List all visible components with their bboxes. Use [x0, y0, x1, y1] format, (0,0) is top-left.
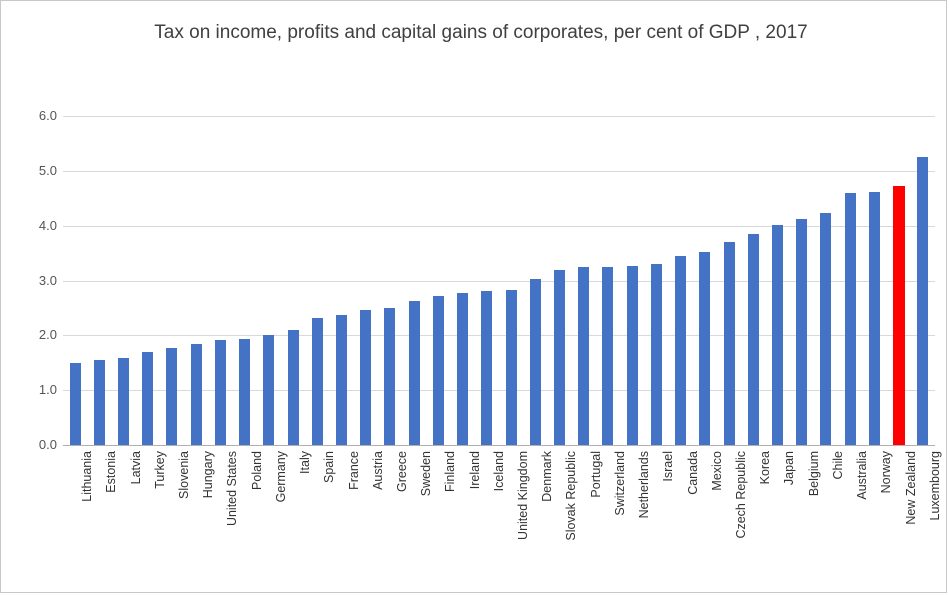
x-tick-label: Belgium: [806, 451, 821, 497]
x-tick-label: Italy: [298, 451, 313, 474]
bar-slot: [233, 116, 257, 445]
bar-slot: [87, 116, 111, 445]
x-label-slot: [451, 451, 482, 586]
bar: [312, 318, 323, 445]
bar-slot: [814, 116, 838, 445]
x-label-slot: [741, 451, 773, 586]
bar-slot: [63, 116, 87, 445]
x-label-slot: [523, 451, 555, 586]
x-tick-label: Denmark: [540, 451, 555, 502]
bar: [263, 335, 274, 445]
x-tick-label: Canada: [685, 451, 700, 495]
bar-slot: [644, 116, 668, 445]
x-tick-label: Iceland: [491, 451, 506, 492]
bar: [457, 293, 468, 445]
bar-slot: [523, 116, 547, 445]
bar: [724, 242, 735, 445]
x-label-slot: [911, 451, 942, 586]
x-label-slot: [765, 451, 797, 586]
bar-slot: [911, 116, 935, 445]
bar-slot: [572, 116, 596, 445]
x-tick-label: Chile: [830, 451, 845, 480]
bar-slot: [547, 116, 571, 445]
x-tick-label: Austria: [370, 451, 385, 490]
x-label-slot: [87, 451, 119, 586]
bar: [94, 360, 105, 445]
x-tick-label: Estonia: [104, 451, 119, 493]
bar-slot: [499, 116, 523, 445]
bar-slot: [741, 116, 765, 445]
bar-slot: [136, 116, 160, 445]
bar: [772, 225, 783, 445]
chart-title: Tax on income, profits and capital gains of corporates, per cent of GDP , 2017: [154, 22, 808, 43]
x-tick-label: Czech Republic: [734, 451, 749, 539]
x-tick-label: Greece: [394, 451, 409, 492]
bar-slot: [475, 116, 499, 445]
x-tick-label: United Kingdom: [516, 451, 531, 540]
x-label-slot: [329, 451, 361, 586]
x-label-slot: [305, 451, 337, 586]
x-label-slot: [572, 451, 603, 586]
bar: [917, 157, 928, 445]
x-label-slot: [668, 451, 700, 586]
x-label-slot: [426, 451, 458, 586]
bar: [748, 234, 759, 445]
x-tick-label: Korea: [758, 451, 773, 485]
x-tick-label: Finland: [443, 451, 458, 492]
x-tick-label: United States: [225, 451, 240, 527]
bar: [433, 296, 444, 445]
bar-slot: [160, 116, 184, 445]
x-label-slot: [693, 451, 724, 586]
bar-slot: [426, 116, 450, 445]
x-tick-label: France: [346, 451, 361, 490]
bar-slot: [668, 116, 692, 445]
x-tick-label: Japan: [782, 451, 797, 486]
x-tick-label: Australia: [855, 451, 870, 500]
bar-slot: [886, 116, 910, 445]
bar-slot: [765, 116, 789, 445]
x-axis-labels: [63, 451, 942, 586]
bar: [554, 270, 565, 445]
x-label-slot: [644, 451, 676, 586]
bar: [481, 291, 492, 445]
bar-slot: [257, 116, 281, 445]
x-tick-label: Mexico: [709, 451, 724, 491]
x-tick-label: New Zealand: [903, 451, 918, 525]
x-tick-label: Sweden: [419, 451, 434, 497]
x-label-slot: [620, 451, 652, 586]
x-tick-label: Latvia: [128, 451, 143, 485]
bar-slot: [620, 116, 644, 445]
bar-slot: [184, 116, 208, 445]
bar-slot: [329, 116, 353, 445]
x-label-slot: [111, 451, 143, 586]
bar: [893, 186, 905, 445]
x-tick-label: Ireland: [467, 451, 482, 490]
bar: [796, 219, 807, 445]
x-label-slot: [233, 451, 264, 586]
x-label-slot: [63, 451, 95, 586]
bar-slot: [717, 116, 741, 445]
x-tick-label: Turkey: [152, 451, 167, 489]
bar: [360, 310, 371, 445]
bar: [384, 308, 395, 445]
bar: [288, 330, 299, 445]
y-tick-label: 4.0: [38, 217, 57, 233]
bar: [602, 267, 613, 445]
x-tick-label: Switzerland: [612, 451, 627, 516]
bar: [820, 213, 831, 445]
x-tick-label: Luxembourg: [927, 451, 942, 521]
bar-slot: [838, 116, 862, 445]
x-label-slot: [402, 451, 434, 586]
x-tick-label: Poland: [249, 451, 264, 490]
x-label-slot: [257, 451, 288, 586]
bar-slot: [402, 116, 426, 445]
bar: [336, 315, 347, 446]
bar: [675, 256, 686, 445]
bar-slot: [378, 116, 402, 445]
x-tick-label: Hungary: [201, 451, 216, 499]
x-label-slot: [499, 451, 531, 586]
x-axis-line: [63, 445, 935, 446]
bar: [215, 340, 226, 445]
bar: [70, 363, 81, 445]
x-label-slot: [838, 451, 870, 586]
x-label-slot: [475, 451, 506, 586]
x-label-slot: [790, 451, 821, 586]
x-label-slot: [354, 451, 385, 586]
x-tick-label: Slovak Republic: [564, 451, 579, 541]
x-tick-label: Spain: [322, 451, 337, 483]
x-label-slot: [136, 451, 167, 586]
bar-slot: [354, 116, 378, 445]
bar-slot: [596, 116, 620, 445]
bar: [699, 252, 710, 445]
y-tick-label: 1.0: [38, 382, 57, 398]
plot-area: [63, 116, 935, 446]
bar: [239, 339, 250, 445]
bar: [530, 279, 541, 445]
bar-slot: [693, 116, 717, 445]
bar: [627, 266, 638, 445]
bar-slot: [208, 116, 232, 445]
bar-slot: [862, 116, 886, 445]
y-tick-label: 0.0: [38, 437, 57, 452]
bar-slot: [281, 116, 305, 445]
x-tick-label: Portugal: [588, 451, 603, 498]
bar-slot: [790, 116, 814, 445]
x-label-slot: [378, 451, 409, 586]
bar: [191, 344, 202, 445]
x-label-slot: [862, 451, 894, 586]
x-tick-label: Israel: [661, 451, 676, 482]
y-tick-label: 6.0: [38, 108, 57, 123]
bar: [845, 193, 856, 445]
x-label-slot: [886, 451, 918, 586]
y-tick-label: 5.0: [38, 162, 57, 178]
bar-slot: [111, 116, 135, 445]
bar-series: [63, 116, 935, 445]
bar: [166, 348, 177, 445]
bar: [118, 358, 129, 445]
x-label-slot: [814, 451, 845, 586]
x-tick-label: Norway: [879, 451, 894, 494]
y-tick-label: 3.0: [38, 272, 57, 288]
bar: [869, 192, 880, 445]
x-label-slot: [160, 451, 191, 586]
x-tick-label: Netherlands: [637, 451, 652, 519]
x-label-slot: [717, 451, 749, 586]
bar: [142, 352, 153, 445]
x-tick-label: Germany: [273, 451, 288, 503]
bar: [409, 301, 420, 445]
y-tick-label: 2.0: [38, 327, 57, 343]
x-tick-label: Lithuania: [80, 451, 95, 502]
bar-slot: [305, 116, 329, 445]
bar: [651, 264, 662, 445]
bar-slot: [451, 116, 475, 445]
x-label-slot: [596, 451, 627, 586]
bar: [506, 290, 517, 445]
x-label-slot: [547, 451, 579, 586]
x-label-slot: [281, 451, 313, 586]
y-axis-labels: [1, 108, 57, 452]
x-label-slot: [208, 451, 240, 586]
x-tick-label: Slovenia: [176, 451, 191, 499]
bar: [578, 267, 589, 445]
x-label-slot: [184, 451, 216, 586]
